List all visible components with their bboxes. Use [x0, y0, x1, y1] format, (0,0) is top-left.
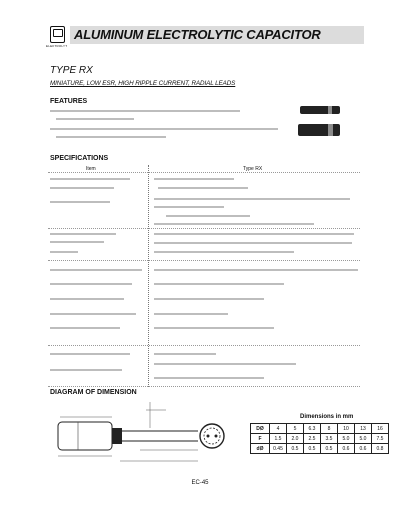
page-number: EC-45: [191, 480, 209, 486]
table-row-label: dØ: [251, 444, 270, 454]
specifications-heading: SPECIFICATIONS: [50, 155, 109, 162]
table-cell: 3.5: [321, 434, 338, 444]
dimension-table: [250, 423, 389, 454]
table-cell: 0.5: [321, 444, 338, 454]
table-cell: 2.5: [304, 434, 321, 444]
features-text-block: [50, 109, 275, 147]
capacitor-photo-2: [298, 124, 340, 136]
table-row: [251, 434, 389, 444]
page-title: ALUMINUM ELECTROLYTIC CAPACITOR: [74, 27, 321, 42]
table-cell: 0.45: [270, 444, 287, 454]
table-row: [251, 424, 389, 434]
table-cell: 0.6: [338, 444, 355, 454]
table-cell: 0.6: [355, 444, 372, 454]
table-cell: 7.5: [372, 434, 389, 444]
logo-subtext: ELEKTROLYT: [46, 44, 68, 48]
table-cell: 13: [355, 424, 372, 434]
table-cell: 5.0: [338, 434, 355, 444]
table-row: [251, 444, 389, 454]
spec-column-divider: [148, 165, 149, 387]
brand-logo-icon: [50, 26, 65, 43]
spec-table: [48, 165, 360, 387]
table-cell: 0.8: [372, 444, 389, 454]
diagram-heading: DIAGRAM OF DIMENSION: [50, 389, 137, 396]
dimension-drawing: [50, 398, 230, 478]
spec-col-type: Type RX: [243, 166, 263, 172]
table-cell: 2.0: [287, 434, 304, 444]
table-cell: 16: [372, 424, 389, 434]
table-cell: 4: [270, 424, 287, 434]
features-heading: FEATURES: [50, 98, 88, 105]
table-cell: 1.5: [270, 434, 287, 444]
type-subtitle: MINIATURE, LOW ESR, HIGH RIPPLE CURRENT, RADIAL LEADS: [50, 80, 236, 87]
table-cell: 0.5: [287, 444, 304, 454]
table-cell: 5: [287, 424, 304, 434]
type-title: TYPE RX: [50, 65, 93, 76]
dimensions-caption: Dimensions in mm: [300, 414, 354, 420]
spec-col-item: Item: [86, 166, 96, 172]
table-cell: 6.3: [304, 424, 321, 434]
capacitor-photo-1: [300, 106, 340, 114]
table-cell: 8: [321, 424, 338, 434]
table-row-label: F: [251, 434, 270, 444]
table-row-label: DØ: [251, 424, 270, 434]
table-cell: 5.0: [355, 434, 372, 444]
table-cell: 10: [338, 424, 355, 434]
table-cell: 0.5: [304, 444, 321, 454]
